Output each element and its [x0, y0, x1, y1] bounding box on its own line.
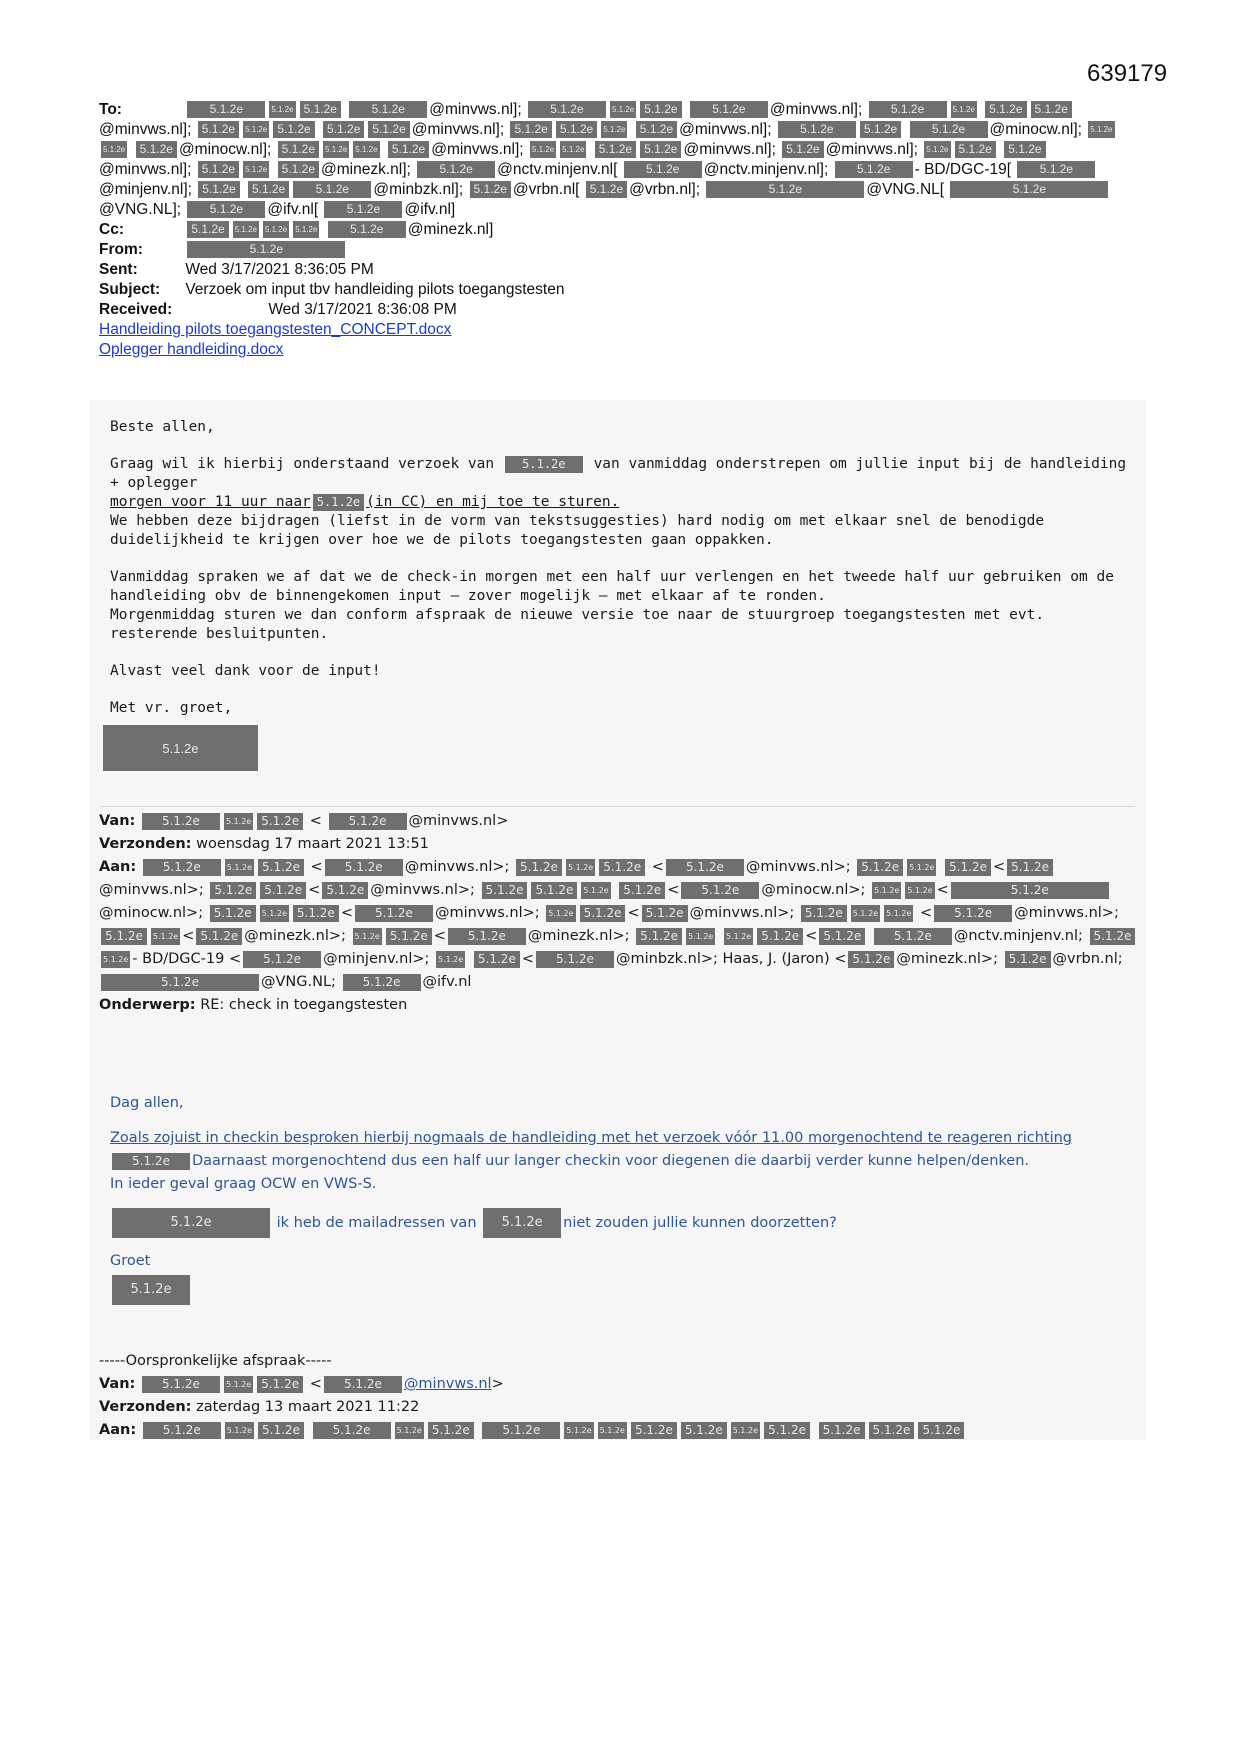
text: Zoals zojuist in checkin besproken hierbij nogmaals de handleiding met het verzoek vóór 11.00 morgenochtend te reageren richting — [110, 1130, 1073, 1146]
redaction: 5.1.2e — [924, 141, 950, 158]
redaction: 5.1.2e — [187, 201, 265, 218]
redaction: 5.1.2e — [1017, 161, 1095, 178]
text: We hebben deze bijdragen (liefst in de vorm van tekstsuggesties) hard nodig om met elkaar snel de benodigde duidelijkheid te krijgen over hoe we de pilots toegangstesten gaan oppakken. — [110, 513, 1045, 548]
to-domain: @minezk.nl]; — [321, 161, 411, 178]
redaction: 5.1.2e — [233, 221, 259, 238]
redaction: 5.1.2e — [619, 882, 665, 899]
redaction: 5.1.2e — [187, 241, 345, 258]
aan-domain: @minezk.nl>; — [244, 928, 346, 944]
redaction: 5.1.2e — [556, 121, 597, 138]
onderwerp-line — [99, 994, 1144, 1017]
from-line — [99, 240, 1139, 260]
received-label: Received: — [99, 301, 173, 318]
redaction: 5.1.2e — [1031, 101, 1072, 118]
redaction: 5.1.2e — [428, 1422, 474, 1439]
redaction: 5.1.2e — [666, 859, 744, 876]
redaction: 5.1.2e — [778, 121, 856, 138]
redaction: 5.1.2e — [907, 859, 936, 876]
greeting: Beste allen, — [110, 419, 215, 435]
redaction: 5.1.2e — [257, 1376, 303, 1393]
redaction: 5.1.2e — [151, 928, 180, 945]
to-domain: @minvws.nl]; — [429, 101, 522, 118]
redaction: 5.1.2e — [860, 121, 901, 138]
redaction: 5.1.2e — [1088, 121, 1114, 138]
redaction: 5.1.2e — [482, 882, 528, 899]
to-domain: @minvws.nl]; — [825, 141, 918, 158]
redaction: 5.1.2e — [564, 1422, 593, 1439]
text: (in CC) en mij toe te sturen. — [366, 494, 620, 510]
redaction: 5.1.2e — [470, 181, 511, 198]
paragraph — [110, 455, 1140, 550]
redaction: 5.1.2e — [905, 882, 934, 899]
closing: Groet — [110, 1253, 151, 1269]
aan-domain: @minvws.nl>; — [99, 882, 204, 898]
to-domain: @minocw.nl]; — [989, 121, 1082, 138]
redaction: 5.1.2e — [505, 456, 583, 473]
sent-value: Wed 3/17/2021 8:36:05 PM — [185, 261, 374, 278]
redaction: 5.1.2e — [724, 928, 753, 945]
redaction: 5.1.2e — [243, 161, 269, 178]
to-domain: @minvws.nl]; — [683, 141, 776, 158]
forwarded-body — [110, 1092, 1140, 1305]
redaction: 5.1.2e — [324, 201, 402, 218]
redaction: 5.1.2e — [258, 859, 304, 876]
redaction: 5.1.2e — [263, 221, 289, 238]
redaction: 5.1.2e — [782, 141, 823, 158]
redaction: 5.1.2e — [328, 221, 406, 238]
redaction: 5.1.2e — [560, 141, 586, 158]
redaction: 5.1.2e — [322, 882, 368, 899]
sent-label: Sent: — [99, 261, 138, 278]
redaction: 5.1.2e — [248, 181, 289, 198]
aan-line — [99, 1419, 1144, 1442]
redaction: 5.1.2e — [945, 859, 991, 876]
redaction: 5.1.2e — [224, 1376, 253, 1393]
redaction: 5.1.2e — [516, 859, 562, 876]
text: Graag wil ik hierbij onderstaand verzoek van — [110, 456, 495, 472]
redaction: 5.1.2e — [323, 121, 364, 138]
redaction: 5.1.2e — [483, 1208, 561, 1238]
redaction: 5.1.2e — [474, 951, 520, 968]
redaction: 5.1.2e — [225, 859, 254, 876]
redaction: 5.1.2e — [243, 121, 269, 138]
redaction: 5.1.2e — [686, 928, 715, 945]
redaction: 5.1.2e — [640, 141, 681, 158]
redaction: 5.1.2e — [510, 121, 551, 138]
redaction: 5.1.2e — [599, 859, 645, 876]
divider — [100, 806, 1135, 807]
aan-domain: @minvws.nl>; — [745, 859, 851, 875]
van-domain: @minvws.nl> — [408, 813, 509, 829]
redaction: 5.1.2e — [349, 101, 427, 118]
redaction: 5.1.2e — [198, 161, 239, 178]
message-body — [110, 418, 1140, 736]
redaction: 5.1.2e — [210, 905, 256, 922]
text: morgen voor 11 uur naar — [110, 494, 311, 510]
redaction: 5.1.2e — [313, 1422, 391, 1439]
redaction: 5.1.2e — [243, 951, 321, 968]
van-line: Van: 5.1.2e 5.1.2e 5.1.2e < 5.1.2e @minvws.nl> — [99, 1376, 504, 1392]
redaction: 5.1.2e — [136, 141, 177, 158]
verzonden-value: zaterdag 13 maart 2021 11:22 — [196, 1399, 420, 1415]
text: Morgenmiddag sturen we dan conform afspraak de nieuwe versie toe naar de stuurgroep toegangstesten met evt. resterende besluitpunten. — [110, 607, 1045, 642]
aan-domain: @minvws.nl>; — [434, 905, 540, 921]
redaction: 5.1.2e — [566, 859, 595, 876]
to-domain: @minvws.nl]; — [769, 101, 863, 118]
redaction: 5.1.2e — [112, 1275, 190, 1305]
redaction: 5.1.2e — [101, 928, 147, 945]
redaction: 5.1.2e — [536, 951, 614, 968]
redaction: 5.1.2e — [143, 859, 221, 876]
to-domain: @nctv.minjenv.nl]; — [703, 161, 829, 178]
attachment-link[interactable]: Oplegger handleiding.docx — [99, 341, 284, 358]
redaction: 5.1.2e — [257, 813, 303, 830]
redaction: 5.1.2e — [260, 905, 289, 922]
to-domain: @minvws.nl]; — [99, 121, 192, 138]
to-domain: @minjenv.nl]; — [99, 181, 192, 198]
forwarded-header — [99, 810, 1144, 1017]
van-line: Van: 5.1.2e 5.1.2e 5.1.2e < 5.1.2e @minvws.nl> — [99, 813, 509, 829]
aan-domain: @minezk.nl>; — [527, 928, 630, 944]
redaction: 5.1.2e — [324, 1376, 402, 1393]
redaction: 5.1.2e — [1004, 141, 1045, 158]
redaction: 5.1.2e — [353, 141, 379, 158]
email-header — [99, 100, 1139, 360]
redaction: 5.1.2e — [624, 161, 702, 178]
redaction: 5.1.2e — [187, 221, 228, 238]
redaction: 5.1.2e — [1005, 951, 1051, 968]
redaction: 5.1.2e — [210, 882, 256, 899]
redaction: 5.1.2e — [580, 905, 626, 922]
redaction: 5.1.2e — [601, 121, 627, 138]
aan-domain: @minvws.nl>; — [404, 859, 510, 875]
redaction: 5.1.2e — [101, 141, 127, 158]
text: Daarnaast morgenochtend dus een half uur langer checkin voor diegenen die daarbij verder kunne helpen/denken. — [192, 1153, 1030, 1169]
to-domain: @VNG.NL]; — [99, 201, 182, 218]
redaction: 5.1.2e — [869, 1422, 915, 1439]
redaction: 5.1.2e — [198, 181, 239, 198]
aan-domain: @VNG.NL; — [261, 974, 336, 990]
paragraph — [110, 1127, 1140, 1196]
redaction: 5.1.2e — [313, 494, 364, 511]
redaction: 5.1.2e — [482, 1422, 560, 1439]
redaction: 5.1.2e — [874, 928, 952, 945]
aan-domain: @vrbn.nl; — [1052, 951, 1123, 967]
to-label: To: — [99, 101, 122, 118]
redaction: 5.1.2e — [835, 161, 913, 178]
paragraph — [110, 568, 1140, 644]
to-line — [99, 100, 1139, 220]
redaction: 5.1.2e — [273, 121, 314, 138]
redaction: 5.1.2e — [857, 859, 903, 876]
aan-domain: @minocw.nl>; — [99, 905, 204, 921]
redaction: 5.1.2e — [388, 141, 429, 158]
redaction: 5.1.2e — [448, 928, 526, 945]
redaction: 5.1.2e — [706, 181, 864, 198]
redaction: 5.1.2e — [278, 141, 319, 158]
redaction: 5.1.2e — [546, 905, 575, 922]
to-domain: @minocw.nl]; — [178, 141, 272, 158]
redaction: 5.1.2e — [731, 1422, 760, 1439]
redaction: 5.1.2e — [910, 121, 988, 138]
redaction: 5.1.2e — [642, 905, 688, 922]
redaction: 5.1.2e — [325, 859, 403, 876]
verzonden-value: woensdag 17 maart 2021 13:51 — [196, 836, 429, 852]
redaction: 5.1.2e — [142, 1376, 220, 1393]
onderwerp-value: RE: check in toegangstesten — [200, 997, 408, 1013]
van-domain-link[interactable]: @minvws.nl — [403, 1376, 492, 1392]
to-domain: @minvws.nl]; — [431, 141, 524, 158]
redaction: 5.1.2e — [610, 101, 636, 118]
subject-label: Subject: — [99, 281, 161, 298]
redaction: 5.1.2e — [1090, 928, 1136, 945]
redaction: 5.1.2e — [764, 1422, 810, 1439]
subject-line — [99, 280, 1139, 300]
redaction: 5.1.2e — [196, 928, 242, 945]
text: In ieder geval graag OCW en VWS-S. — [110, 1176, 377, 1192]
aan-domain: @minvws.nl>; — [689, 905, 795, 921]
redaction: 5.1.2e — [581, 882, 610, 899]
text: niet zouden jullie kunnen doorzetten? — [563, 1215, 837, 1231]
to-domain: @vrbn.nl[ — [512, 181, 580, 198]
verzonden-label: Verzonden: — [99, 1399, 192, 1415]
redaction: 5.1.2e — [819, 928, 865, 945]
aan-domain: @minocw.nl>; — [761, 882, 866, 898]
redaction: 5.1.2e — [323, 141, 349, 158]
attachment-row — [99, 340, 1139, 360]
redaction: 5.1.2e — [951, 101, 977, 118]
aan-domain: @minvws.nl>; — [370, 882, 475, 898]
redaction: 5.1.2e — [530, 141, 556, 158]
redaction: 5.1.2e — [955, 141, 996, 158]
van-label: Van: — [99, 813, 136, 829]
redaction: 5.1.2e — [851, 905, 880, 922]
redaction: 5.1.2e — [869, 101, 947, 118]
van-label: Van: — [99, 1376, 136, 1392]
redaction: 5.1.2e — [224, 813, 253, 830]
redaction: 5.1.2e — [293, 181, 371, 198]
redaction: 5.1.2e — [1007, 859, 1053, 876]
redaction: 5.1.2e — [681, 1422, 727, 1439]
cc-domain: @minezk.nl] — [407, 221, 494, 238]
redaction: 5.1.2e — [681, 882, 759, 899]
redaction: 5.1.2e — [636, 121, 677, 138]
redaction: 5.1.2e — [631, 1422, 677, 1439]
redaction: 5.1.2e — [801, 905, 847, 922]
redaction: 5.1.2e — [636, 928, 682, 945]
redaction: 5.1.2e — [198, 121, 239, 138]
aan-label: Aan: — [99, 859, 137, 875]
redaction: 5.1.2e — [417, 161, 495, 178]
aan-domain: @minbzk.nl>; Haas, J. (Jaron) < — [615, 951, 847, 967]
redaction: 5.1.2e — [848, 951, 894, 968]
to-domain: @minbzk.nl]; — [373, 181, 464, 198]
redaction: 5.1.2e — [269, 101, 295, 118]
redaction: 5.1.2e — [598, 1422, 627, 1439]
verzonden-line — [99, 833, 1144, 856]
greeting: Dag allen, — [110, 1095, 184, 1111]
text: Vanmiddag spraken we af dat we de check-in morgen met een half uur verlengen en het tweede half uur gebruiken om de handleiding obv de binnengekomen input – zover mogelijk – met elkaar af te ronden. — [110, 569, 1114, 604]
signature-redaction: 5.1.2e — [103, 725, 258, 771]
attachment-link[interactable]: Handleiding pilots toegangstesten_CONCEPT.docx — [99, 321, 452, 338]
aan-domain: @nctv.minjenv.nl; — [953, 928, 1083, 944]
attachment-row — [99, 320, 1139, 340]
to-domain: @minvws.nl]; — [679, 121, 772, 138]
redaction: 5.1.2e — [101, 951, 130, 968]
redaction: 5.1.2e — [343, 974, 421, 991]
redaction: 5.1.2e — [586, 181, 627, 198]
redaction: 5.1.2e — [112, 1208, 270, 1238]
paragraph: Alvast veel dank voor de input! — [110, 663, 381, 679]
redaction: 5.1.2e — [278, 161, 319, 178]
redaction: 5.1.2e — [258, 1422, 304, 1439]
aan-label: Aan: — [99, 1422, 137, 1438]
to-domain: @minvws.nl]; — [99, 161, 192, 178]
to-domain: @minvws.nl]; — [411, 121, 505, 138]
cc-label: Cc: — [99, 221, 124, 238]
redaction: 5.1.2e — [293, 221, 319, 238]
to-domain: @nctv.minjenv.nl[ — [497, 161, 618, 178]
aan-domain: @minezk.nl>; — [896, 951, 998, 967]
redaction: 5.1.2e — [872, 882, 901, 899]
aan-domain: @minjenv.nl>; — [323, 951, 430, 967]
to-domain: - BD/DGC-19[ — [914, 161, 1012, 178]
redaction: 5.1.2e — [353, 928, 382, 945]
to-domain: @VNG.NL[ — [866, 181, 945, 198]
redaction: 5.1.2e — [260, 882, 306, 899]
verzonden-label: Verzonden: — [99, 836, 192, 852]
aan-domain: @minvws.nl>; — [1014, 905, 1119, 921]
cc-line — [99, 220, 1139, 240]
from-label: From: — [99, 241, 143, 258]
aan-domain: @ifv.nl — [422, 974, 472, 990]
redaction: 5.1.2e — [884, 905, 913, 922]
redaction: 5.1.2e — [819, 1422, 865, 1439]
redaction: 5.1.2e — [528, 101, 606, 118]
original-label: -----Oorspronkelijke afspraak----- — [99, 1353, 332, 1369]
redaction: 5.1.2e — [395, 1422, 424, 1439]
received-line — [99, 300, 1139, 320]
to-domain: @vrbn.nl]; — [629, 181, 701, 198]
text: ik heb de mailadressen van — [276, 1215, 477, 1231]
redaction: 5.1.2e — [142, 813, 220, 830]
redaction: 5.1.2e — [112, 1153, 190, 1170]
original-appointment-header — [99, 1350, 1144, 1442]
redaction: 5.1.2e — [225, 1422, 254, 1439]
redaction: 5.1.2e — [950, 181, 1108, 198]
redaction: 5.1.2e — [985, 101, 1026, 118]
redaction: 5.1.2e — [368, 121, 409, 138]
aan-line: Aan: 5.1.2e 5.1.2e 5.1.2e < 5.1.2e @minvws.nl>; 5.1.2e 5.1.2e 5.1.2e < 5.1.2e @minvws.nl>; 5.1.2e 5.1.2e 5.1.2e < 5.1.2e@minvws.nl>; 5.1.2e 5.1.2e < 5.1.2e @minvws.nl>; 5.1.2e 5.1.2e 5.1.2e 5.1.2e < 5.1.2e @minocw.nl>; 5.1.2e 5.1.2e < 5.1.2e@minocw.nl>; 5.1.2e 5.1.2e 5.1.2e < 5.1.2e @minvws.nl>; 5.1.2e 5.1.2e < 5.1.2e @minvws.nl>; 5.1.2e 5.1.2e 5.1.2e < 5.1.2e @minvws.nl>; 5.1.2e 5.1.2e < 5.1.2e @minezk.nl>; 5.1.2e 5.1.2e < 5.1.2e @minezk.nl>; 5.1.2e 5.1.2e 5.1.2e 5.1.2e < 5.1.2e 5.1.2e @nctv.minjenv.nl; 5.1.2e5.1.2e - BD/DGC-19 < 5.1.2e @minjenv.nl>; 5.1.2e 5.1.2e < 5.1.2e @minbzk.nl>; Haas, J. (Jaron) < 5.1.2e @minezk.nl>; 5.1.2e @vrbn.nl; 5.1.2e @VNG.NL; 5.1.2e @ifv.nl — [99, 856, 1144, 994]
redaction: 5.1.2e — [918, 1422, 964, 1439]
redaction: 5.1.2e — [293, 905, 339, 922]
redaction: 5.1.2e — [143, 1422, 221, 1439]
redaction: 5.1.2e — [690, 101, 768, 118]
received-value: Wed 3/17/2021 8:36:08 PM — [268, 301, 457, 318]
redaction: 5.1.2e — [355, 905, 433, 922]
paragraph — [110, 1208, 1140, 1238]
redaction: 5.1.2e — [640, 101, 681, 118]
redaction: 5.1.2e — [187, 101, 265, 118]
redaction: 5.1.2e — [436, 951, 465, 968]
redaction: 5.1.2e — [386, 928, 432, 945]
to-domain: @ifv.nl[ — [267, 201, 319, 218]
redaction: 5.1.2e — [934, 905, 1012, 922]
verzonden-line — [99, 1396, 1144, 1419]
subject-value: Verzoek om input tbv handleiding pilots toegangstesten — [185, 281, 565, 298]
redaction: 5.1.2e — [595, 141, 636, 158]
redaction: 5.1.2e — [531, 882, 577, 899]
document-number: 639179 — [1087, 60, 1168, 87]
onderwerp-label: Onderwerp: — [99, 997, 196, 1013]
to-domain: @ifv.nl] — [404, 201, 456, 218]
redaction: 5.1.2e — [757, 928, 803, 945]
aan-domain: - BD/DGC-19 < — [132, 951, 242, 967]
redaction: 5.1.2e — [951, 882, 1109, 899]
sent-line — [99, 260, 1139, 280]
redaction: 5.1.2e — [101, 974, 259, 991]
redaction: 5.1.2e — [300, 101, 341, 118]
text: van vanmiddag onderstrepen om jullie input bij de handleiding + oplegger — [110, 456, 1127, 491]
redaction: 5.1.2e — [329, 813, 407, 830]
closing: Met vr. groet, — [110, 700, 233, 716]
